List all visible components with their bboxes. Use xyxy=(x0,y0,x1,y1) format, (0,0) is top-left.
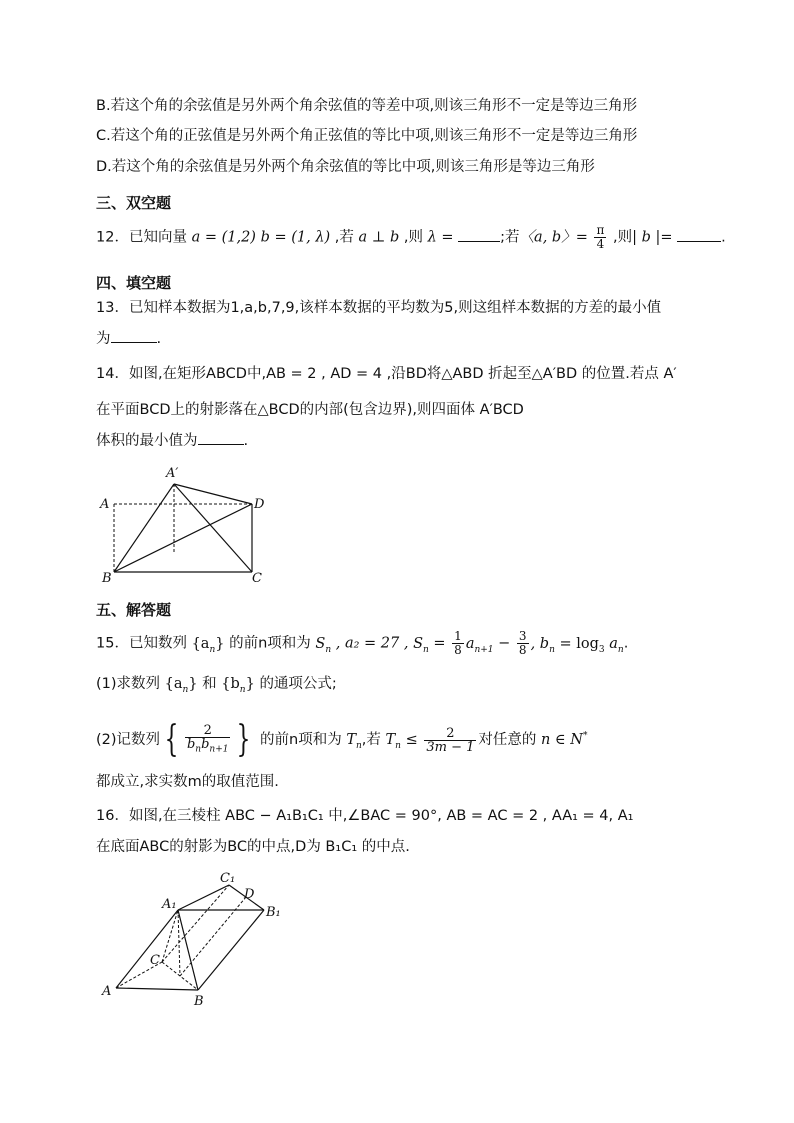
q15-minus: − xyxy=(498,635,511,652)
q12-lambda: λ = xyxy=(427,229,454,246)
section-4-title: 四、填空题 xyxy=(96,274,172,292)
q15-frac-3-8: $\frac{3}{8}$ xyxy=(518,629,527,657)
q15-prefix: 15．已知数列 xyxy=(96,635,187,652)
q15-part2-prefix: (2)记数列 xyxy=(96,732,161,748)
q12-if2: ;若 xyxy=(500,229,520,246)
q12-cond: ,若 xyxy=(334,229,354,246)
q15-seq-a: $\{a_n\}$ xyxy=(191,635,225,655)
q15-a2: , a₂ = 27 , xyxy=(335,635,409,652)
q15-Tn: $T_n$ xyxy=(346,732,362,751)
q14-line-2: 在平面BCD上的射影落在△BCD的内部(包含边界),则四面体 A′BCD xyxy=(96,402,524,418)
q12-then2: ,则 xyxy=(612,229,633,246)
fig16-label-A1: A₁ xyxy=(162,897,177,912)
q15-Sn-2: $S_n$ xyxy=(413,635,429,655)
fig16-label-C1: C₁ xyxy=(220,871,236,886)
fig14-label-C: C xyxy=(252,571,262,586)
fig16-label-D: D xyxy=(244,887,255,902)
q12-blank-2[interactable] xyxy=(677,227,721,242)
fig16-label-B: B xyxy=(194,994,204,1009)
q12-vector-a: a = (1,2) xyxy=(191,229,256,246)
q12-abs: | b |= xyxy=(632,229,673,246)
q16-line-2: 在底面ABC的射影为BC的中点,D为 B₁C₁ 的中点. xyxy=(96,839,410,855)
q12-end: . xyxy=(721,229,726,246)
fig14-label-A: A xyxy=(100,497,110,512)
q13-line-1: 13．已知样本数据为1,a,b,7,9,该样本数据的平均数为5,则这组样本数据的方差的最小值 xyxy=(96,300,662,316)
q15-part-1 xyxy=(96,674,337,700)
q15-an1: $a_{n+1}$ xyxy=(465,635,494,655)
q15-mid: 的前n项和为 xyxy=(229,635,311,652)
figure-16-prism xyxy=(94,870,294,1010)
option-b: B.若这个角的余弦值是另外两个角余弦值的等差中项,则该三角形不一定是等边三角形 xyxy=(96,98,638,114)
q12-then: ,则 xyxy=(403,229,423,246)
q12-perp: a ⊥ b xyxy=(358,229,400,246)
q15-n-in-N: n ∈ N* xyxy=(540,731,588,748)
q15-part1-post: 的通项公式; xyxy=(259,676,337,692)
q15-part2-lbrace: { xyxy=(164,719,179,760)
q12-number: 12．已知向量 xyxy=(96,229,187,246)
q15-leq: ≤ xyxy=(405,732,418,748)
q16-line-1: 16．如图,在三棱柱 ABC − A₁B₁C₁ 中,∠BAC = 90°, AB = AC = 2 , AA₁ = 4, A₁ xyxy=(96,808,634,824)
option-c: C.若这个角的正弦值是另外两个角正弦值的等比中项,则该三角形不一定是等边三角形 xyxy=(96,128,638,144)
q15-log: = $\log_3 a_n$ xyxy=(559,635,624,655)
q13-prefix: 为 xyxy=(96,331,111,347)
q14-line-3: 体积的最小值为 . xyxy=(96,430,248,451)
q15-part2-frac: $\frac{2}{b_nb_{n+1}}$ xyxy=(186,722,229,755)
q14-prefix: 体积的最小值为 xyxy=(96,433,198,449)
section-5-title: 五、解答题 xyxy=(96,601,172,619)
q13-line-2: 为 . xyxy=(96,328,161,349)
q15-part2-rbrace: } xyxy=(237,719,251,760)
q15-part1-prefix: (1)求数列 xyxy=(96,676,161,692)
q15-part1-seq-b: $\{b_n\}$ xyxy=(221,676,255,695)
q12-pi-over-4: $\frac{\pi}{4}$ xyxy=(596,223,605,251)
q15-end: . xyxy=(623,635,629,652)
q13-blank[interactable] xyxy=(111,328,157,343)
q15-Tn-2: $T_n$ xyxy=(385,732,401,751)
q15-part-2 xyxy=(96,719,588,760)
figure-14-rectangle xyxy=(92,462,282,587)
fig14-label-A1: A′ xyxy=(166,466,179,481)
q15-Sn: $S_n$ xyxy=(315,635,332,655)
section-3-title: 三、双空题 xyxy=(96,194,172,212)
q15-frac-1-8: $\frac{1}{8}$ xyxy=(454,629,462,657)
fig16-label-A: A xyxy=(102,984,112,999)
q15-line-3: 都成立,求实数m的取值范围. xyxy=(96,774,279,790)
q15-part2-post: 对任意的 xyxy=(478,732,537,748)
q15-eq: = xyxy=(433,635,446,652)
question-12 xyxy=(96,224,726,251)
q15-rhs-frac: $\frac{2}{3m - 1}$ xyxy=(426,725,475,755)
q14-line-1: 14．如图,在矩形ABCD中,AB = 2 , AD = 4 ,沿BD将△ABD 折起至△A′BD 的位置.若点 A′ xyxy=(96,366,677,382)
q12-vector-b: b = (1, λ) xyxy=(260,229,331,246)
q12-blank-1[interactable] xyxy=(458,227,500,242)
q12-angle: 〈a, b〉= xyxy=(519,229,588,246)
q15-part1-and: 和 xyxy=(202,676,217,692)
option-d: D.若这个角的余弦值是另外两个角余弦值的等比中项,则该三角形是等边三角形 xyxy=(96,159,595,175)
q15-line-1 xyxy=(96,630,628,659)
fig16-label-C: C xyxy=(150,953,160,968)
q15-part2-mid: 的前n项和为 xyxy=(260,732,342,748)
q15-bn: , $b_n$ xyxy=(530,635,555,655)
fig16-label-B1: B₁ xyxy=(266,905,281,920)
q15-part1-seq-a: $\{a_n\}$ xyxy=(164,676,198,695)
fig14-label-D: D xyxy=(254,497,265,512)
fig14-label-B: B xyxy=(102,571,112,586)
q14-blank[interactable] xyxy=(198,430,244,445)
q15-part2-if: ,若 xyxy=(361,732,381,748)
